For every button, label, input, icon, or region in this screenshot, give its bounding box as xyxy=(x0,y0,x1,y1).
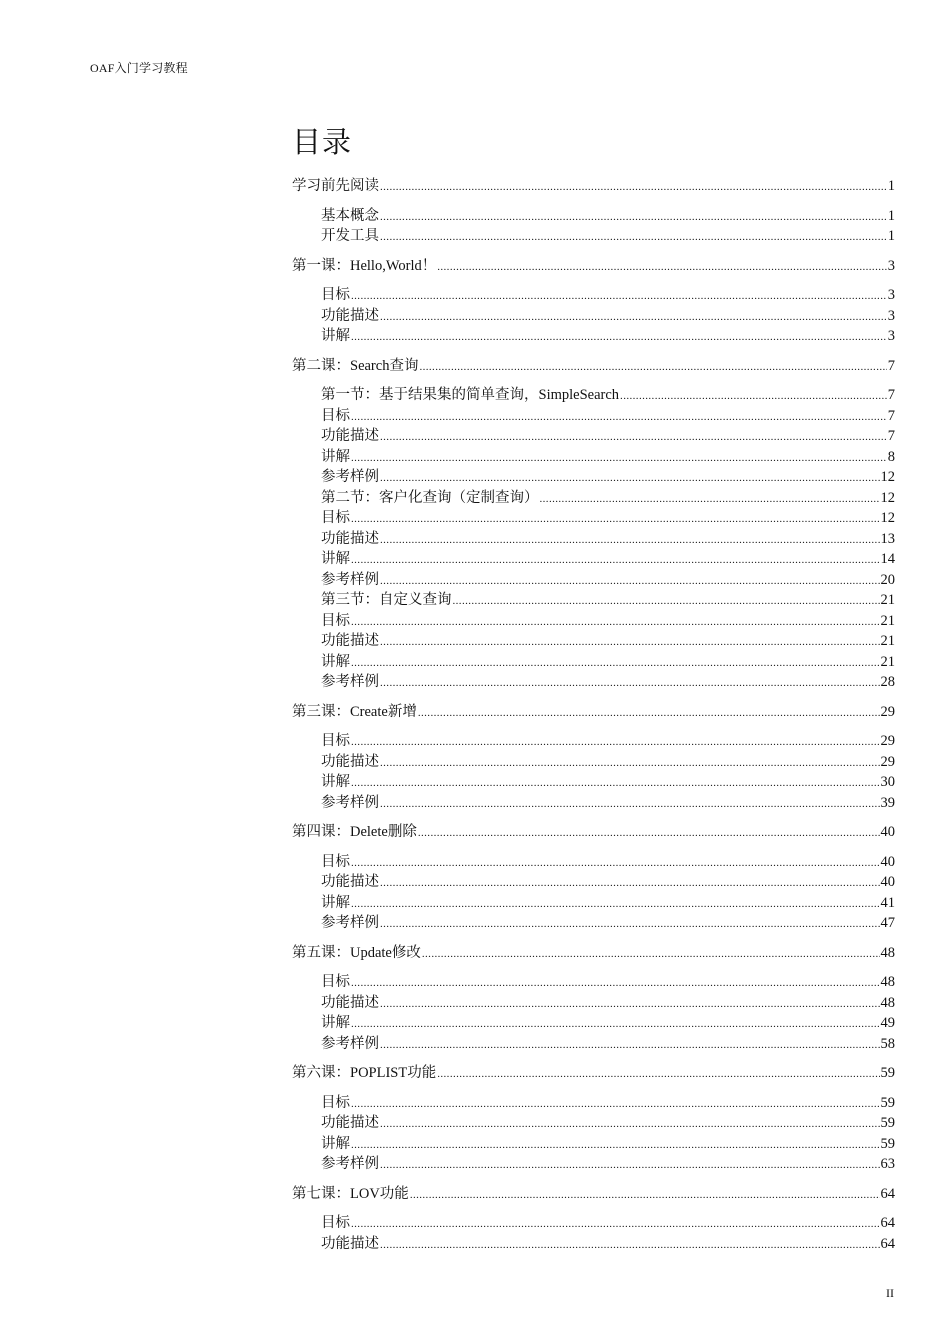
toc-entry-page: 7 xyxy=(887,407,895,424)
toc-dot-leader xyxy=(453,590,880,612)
toc-entry-page: 28 xyxy=(880,674,895,690)
toc-entry-page: 39 xyxy=(880,794,895,811)
toc-entry-label: 目标 xyxy=(321,1215,350,1231)
toc-section-entry[interactable] xyxy=(292,872,895,893)
toc-section-entry[interactable] xyxy=(292,672,895,693)
toc-section-entry[interactable] xyxy=(292,852,895,873)
toc-section-entry[interactable] xyxy=(292,1234,895,1255)
toc-dot-leader xyxy=(410,1184,880,1206)
toc-dot-leader xyxy=(419,356,886,378)
toc-entry-label: 功能描述 xyxy=(321,994,379,1011)
toc-entry-label: 参考样例 xyxy=(321,571,379,588)
toc-dot-leader xyxy=(380,426,887,448)
toc-entry-label: 参考样例 xyxy=(321,915,379,931)
toc-entry-page: 21 xyxy=(880,592,895,608)
toc-dot-leader xyxy=(437,1063,879,1085)
toc-entry-label: 讲解 xyxy=(321,448,350,465)
toc-entry-label: 第一节：基于结果集的简单查询，SimpleSearch xyxy=(321,387,620,403)
toc-entry-page: 29 xyxy=(880,703,895,720)
toc-entry-label: 目标 xyxy=(321,1094,350,1111)
toc-chapter-entry[interactable] xyxy=(292,1063,895,1084)
toc-entry-label: 第二课：Search查询 xyxy=(292,357,419,374)
toc-dot-leader xyxy=(351,1213,880,1235)
toc-section-entry[interactable] xyxy=(292,1034,895,1055)
toc-entry-page: 12 xyxy=(880,469,895,485)
toc-entry-label: 功能描述 xyxy=(321,530,379,547)
toc-section-entry[interactable] xyxy=(292,306,895,327)
toc-entry-page: 40 xyxy=(880,874,895,890)
toc-section-entry[interactable] xyxy=(292,406,895,427)
toc-section-entry[interactable] xyxy=(292,590,895,611)
toc-entry-label: 参考样例 xyxy=(321,794,379,811)
toc-dot-leader xyxy=(380,1234,880,1256)
toc-entry-label: 讲解 xyxy=(321,1015,350,1031)
toc-dot-leader xyxy=(351,406,887,428)
toc-section-entry[interactable] xyxy=(292,508,895,529)
toc-entry-page: 64 xyxy=(880,1185,895,1202)
toc-entry-label: 目标 xyxy=(321,407,350,424)
toc-section-entry[interactable] xyxy=(292,426,895,447)
toc-entry-label: 功能描述 xyxy=(321,307,379,324)
toc-dot-leader xyxy=(380,1113,880,1135)
toc-section-entry[interactable] xyxy=(292,611,895,632)
toc-chapter-entry[interactable] xyxy=(292,256,895,277)
toc-section-entry[interactable] xyxy=(292,752,895,773)
toc-section-entry[interactable] xyxy=(292,731,895,752)
toc-section-entry[interactable] xyxy=(292,893,895,914)
toc-dot-leader xyxy=(380,631,880,653)
toc-entry-page: 63 xyxy=(880,1156,895,1172)
toc-dot-leader xyxy=(380,206,887,228)
toc-entry-label: 讲解 xyxy=(321,653,350,670)
toc-entry-label: 第六课：POPLIST功能 xyxy=(292,1065,437,1081)
toc-dot-leader xyxy=(418,822,880,844)
toc-title: 目录 xyxy=(292,127,353,159)
toc-entry-label: 第四课：Delete删除 xyxy=(292,824,417,840)
toc-dot-leader xyxy=(351,611,880,633)
toc-entry-label: 学习前先阅读 xyxy=(292,178,379,194)
toc-chapter-entry[interactable] xyxy=(292,176,895,197)
toc-dot-leader xyxy=(380,672,880,694)
toc-chapter-entry[interactable] xyxy=(292,356,895,377)
toc-entry-label: 功能描述 xyxy=(321,1115,379,1131)
toc-entry-label: 第三课：Create新增 xyxy=(292,703,417,720)
toc-dot-leader xyxy=(351,893,880,915)
toc-entry-page: 7 xyxy=(887,357,895,374)
toc-dot-leader xyxy=(380,1034,880,1056)
toc-section-entry[interactable] xyxy=(292,529,895,550)
toc-dot-leader xyxy=(380,306,887,328)
toc-section-entry[interactable] xyxy=(292,631,895,652)
toc-chapter-entry[interactable] xyxy=(292,822,895,843)
toc-section-entry[interactable] xyxy=(292,447,895,468)
page-number: II xyxy=(886,1286,894,1300)
toc-entry-label: 目标 xyxy=(321,287,350,303)
toc-entry-label: 讲解 xyxy=(321,774,350,790)
toc-entry-label: 功能描述 xyxy=(321,874,379,890)
toc-dot-leader xyxy=(380,570,880,592)
toc-dot-leader xyxy=(351,549,880,571)
toc-entry-page: 49 xyxy=(880,1015,895,1031)
toc-entry-page: 59 xyxy=(880,1065,895,1081)
toc-entry-label: 目标 xyxy=(321,853,350,870)
toc-entry-label: 开发工具 xyxy=(321,228,379,244)
toc-chapter-entry[interactable] xyxy=(292,702,895,723)
toc-entry-label: 参考样例 xyxy=(321,1035,379,1052)
toc-section-entry[interactable] xyxy=(292,467,895,488)
table-of-contents xyxy=(292,176,895,1254)
toc-dot-leader xyxy=(437,256,887,278)
toc-entry-label: 目标 xyxy=(321,510,350,526)
toc-section-entry[interactable] xyxy=(292,326,895,347)
toc-entry-page: 21 xyxy=(880,653,895,670)
toc-dot-leader xyxy=(380,176,887,198)
toc-section-entry[interactable] xyxy=(292,285,895,306)
toc-entry-page: 64 xyxy=(880,1215,895,1231)
toc-dot-leader xyxy=(380,993,880,1015)
toc-entry-label: 基本概念 xyxy=(321,207,379,224)
toc-entry-label: 第二节：客户化查询（定制查询） xyxy=(321,489,539,506)
toc-entry-page: 58 xyxy=(880,1035,895,1052)
running-header: OAF入门学习教程 xyxy=(90,61,188,75)
toc-entry-label: 功能描述 xyxy=(321,1235,379,1252)
toc-entry-label: 讲解 xyxy=(321,551,350,567)
toc-dot-leader xyxy=(422,943,880,965)
toc-dot-leader xyxy=(351,1013,880,1035)
toc-section-entry[interactable] xyxy=(292,652,895,673)
toc-section-entry[interactable] xyxy=(292,772,895,793)
toc-dot-leader xyxy=(540,488,880,510)
toc-section-entry[interactable] xyxy=(292,913,895,934)
toc-entry-page: 29 xyxy=(880,733,895,749)
toc-entry-label: 讲解 xyxy=(321,328,350,344)
toc-dot-leader xyxy=(380,467,880,489)
toc-dot-leader xyxy=(351,1093,880,1115)
toc-entry-label: 讲解 xyxy=(321,1135,350,1152)
toc-entry-label: 第五课：Update修改 xyxy=(292,944,421,961)
toc-dot-leader xyxy=(351,652,880,674)
toc-dot-leader xyxy=(351,1134,880,1156)
toc-entry-page: 13 xyxy=(880,530,895,547)
toc-entry-label: 参考样例 xyxy=(321,469,379,485)
toc-section-entry[interactable] xyxy=(292,1134,895,1155)
toc-entry-page: 7 xyxy=(887,387,895,403)
toc-entry-page: 3 xyxy=(887,257,895,274)
toc-section-entry[interactable] xyxy=(292,570,895,591)
toc-entry-page: 1 xyxy=(887,228,895,244)
toc-entry-page: 30 xyxy=(880,774,895,790)
toc-dot-leader xyxy=(351,447,887,469)
toc-entry-label: 第三节：自定义查询 xyxy=(321,592,452,608)
toc-chapter-entry[interactable] xyxy=(292,1184,895,1205)
toc-entry-page: 48 xyxy=(880,994,895,1011)
toc-entry-page: 41 xyxy=(880,894,895,911)
toc-entry-label: 第一课：Hello,World！ xyxy=(292,257,437,274)
toc-dot-leader xyxy=(351,508,880,530)
toc-dot-leader xyxy=(351,852,880,874)
toc-section-entry[interactable] xyxy=(292,793,895,814)
toc-entry-page: 12 xyxy=(880,489,895,506)
toc-entry-page: 1 xyxy=(887,178,895,194)
toc-entry-label: 功能描述 xyxy=(321,428,379,444)
toc-section-entry[interactable] xyxy=(292,1013,895,1034)
toc-entry-page: 3 xyxy=(887,307,895,324)
toc-dot-leader xyxy=(380,1154,880,1176)
toc-entry-page: 48 xyxy=(880,974,895,990)
toc-entry-page: 59 xyxy=(880,1115,895,1131)
toc-entry-page: 1 xyxy=(887,207,895,224)
toc-chapter-entry[interactable] xyxy=(292,943,895,964)
toc-dot-leader xyxy=(380,529,880,551)
toc-section-entry[interactable] xyxy=(292,1154,895,1175)
toc-entry-page: 21 xyxy=(880,612,895,629)
toc-entry-page: 59 xyxy=(880,1094,895,1111)
toc-dot-leader xyxy=(418,702,880,724)
toc-entry-page: 40 xyxy=(880,853,895,870)
toc-entry-label: 功能描述 xyxy=(321,633,379,649)
toc-section-entry[interactable] xyxy=(292,206,895,227)
toc-entry-page: 40 xyxy=(880,824,895,840)
toc-section-entry[interactable] xyxy=(292,993,895,1014)
toc-entry-page: 8 xyxy=(887,448,895,465)
toc-section-entry[interactable] xyxy=(292,1093,895,1114)
toc-dot-leader xyxy=(620,385,887,407)
toc-entry-page: 7 xyxy=(887,428,895,444)
toc-section-entry[interactable] xyxy=(292,488,895,509)
toc-entry-page: 59 xyxy=(880,1135,895,1152)
toc-entry-page: 12 xyxy=(880,510,895,526)
toc-entry-label: 讲解 xyxy=(321,894,350,911)
toc-dot-leader xyxy=(380,793,880,815)
toc-entry-page: 29 xyxy=(880,753,895,770)
toc-entry-page: 48 xyxy=(880,944,895,961)
toc-dot-leader xyxy=(351,972,880,994)
toc-entry-page: 21 xyxy=(880,633,895,649)
toc-entry-label: 参考样例 xyxy=(321,1156,379,1172)
toc-section-entry[interactable] xyxy=(292,972,895,993)
toc-section-entry[interactable] xyxy=(292,549,895,570)
toc-dot-leader xyxy=(380,752,880,774)
toc-section-entry[interactable] xyxy=(292,1113,895,1134)
toc-section-entry[interactable] xyxy=(292,385,895,406)
toc-dot-leader xyxy=(380,226,887,248)
toc-dot-leader xyxy=(351,772,880,794)
toc-dot-leader xyxy=(380,872,880,894)
toc-entry-label: 参考样例 xyxy=(321,674,379,690)
toc-section-entry[interactable] xyxy=(292,1213,895,1234)
toc-entry-page: 3 xyxy=(887,328,895,344)
toc-entry-label: 功能描述 xyxy=(321,753,379,770)
toc-entry-label: 目标 xyxy=(321,733,350,749)
toc-dot-leader xyxy=(380,913,880,935)
toc-entry-page: 20 xyxy=(880,571,895,588)
toc-dot-leader xyxy=(351,731,880,753)
toc-entry-page: 47 xyxy=(880,915,895,931)
toc-dot-leader xyxy=(351,285,887,307)
toc-dot-leader xyxy=(351,326,887,348)
toc-entry-page: 14 xyxy=(880,551,895,567)
toc-entry-label: 目标 xyxy=(321,974,350,990)
toc-entry-page: 64 xyxy=(880,1235,895,1252)
toc-entry-label: 第七课：LOV功能 xyxy=(292,1185,409,1202)
toc-entry-page: 3 xyxy=(887,287,895,303)
toc-section-entry[interactable] xyxy=(292,226,895,247)
toc-entry-label: 目标 xyxy=(321,612,350,629)
